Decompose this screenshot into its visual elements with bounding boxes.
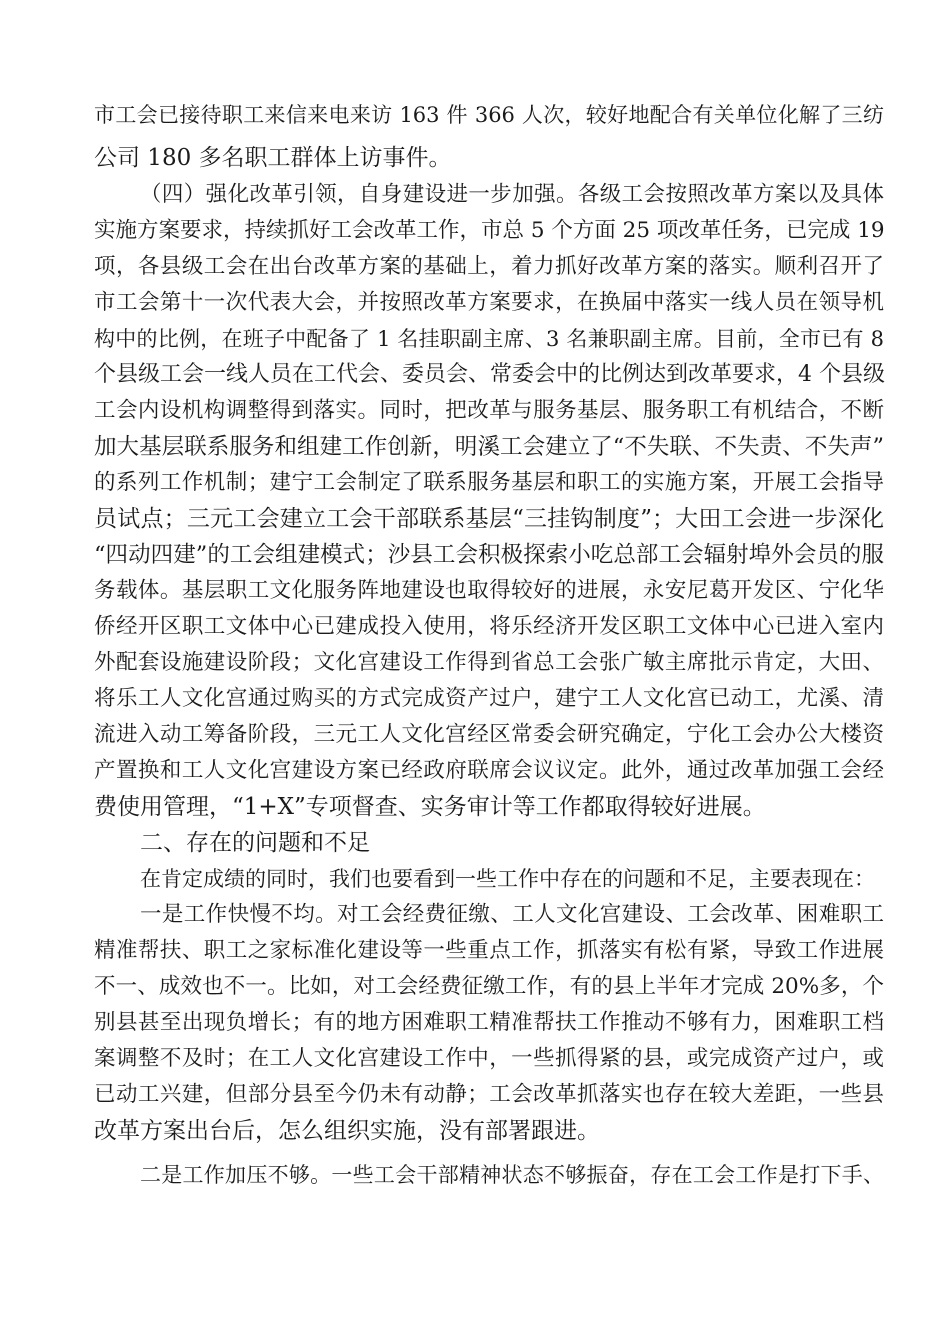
- text-line: “四动四建”的工会组建模式；沙县工会积极探索小吃总部工会辐射埠外会员的服: [94, 542, 884, 568]
- text-line: 二是工作加压不够。一些工会干部精神状态不够振奋，存在工会工作是打下手、: [140, 1163, 884, 1187]
- text-line: 已动工兴建，但部分县至今仍未有动静；工会改革抓落实也存在较大差距，一些县: [94, 1082, 884, 1107]
- text-line: 构中的比例，在班子中配备了 1 名挂职副主席、3 名兼职副主席。目前，全市已有 8: [94, 327, 884, 351]
- text-line: 改革方案出台后，怎么组织实施，没有部署跟进。: [94, 1118, 600, 1144]
- text-line: 的系列工作机制；建宁工会制定了联系服务基层和职工的实施方案，开展工会指导: [94, 470, 884, 495]
- text-line: 在肯定成绩的同时，我们也要看到一些工作中存在的问题和不足，主要表现在：: [140, 867, 875, 891]
- text-line: 产置换和工人文化宫建设方案已经政府联席会议议定。此外，通过改革加强工会经: [94, 758, 884, 783]
- text-line: 流进入动工筹备阶段，三元工人文化宫经区常委会研究确定，宁化工会办公大楼资: [94, 722, 884, 747]
- text-line: 项，各县级工会在出台改革方案的基础上，着力抓好改革方案的落实。顺利召开了: [94, 254, 884, 279]
- text-line: 员试点；三元工会建立工会干部联系基层“三挂钩制度”；大田工会进一步深化: [94, 506, 884, 532]
- text-line: （四）强化改革引领，自身建设进一步加强。各级工会按照改革方案以及具体: [140, 182, 884, 207]
- text-line: 费使用管理，“1+X”专项督查、实务审计等工作都取得较好进展。: [94, 794, 766, 820]
- text-line: 市工会第十一次代表大会，并按照改革方案要求，在换届中落实一线人员在领导机: [94, 290, 884, 315]
- text-line: 个县级工会一线人员在工代会、委员会、常委会中的比例达到改革要求，4 个县级: [94, 362, 885, 387]
- text-line: 外配套设施建设阶段；文化宫建设工作得到省总工会张广敏主席批示肯定，大田、: [94, 650, 884, 675]
- text-line: 别县甚至出现负增长；有的地方困难职工精准帮扶工作推动不够有力，困难职工档: [94, 1010, 884, 1035]
- text-line: 精准帮扶、职工之家标准化建设等一些重点工作，抓落实有松有紧，导致工作进展: [94, 938, 884, 963]
- text-line: 将乐工人文化宫通过购买的方式完成资产过户，建宁工人文化宫已动工，尤溪、清: [94, 686, 884, 711]
- text-line: 一是工作快慢不均。对工会经费征缴、工人文化宫建设、工会改革、困难职工: [140, 902, 884, 927]
- text-line: 工会内设机构调整得到落实。同时，把改革与服务基层、服务职工有机结合，不断: [94, 398, 884, 423]
- text-line: 侨经开区职工文体中心已建成投入使用，将乐经济开发区职工文体中心已进入室内: [94, 614, 884, 639]
- text-line: 公司 180 多名职工群体上访事件。: [94, 145, 452, 171]
- text-line: 不一、成效也不一。比如，对工会经费征缴工作，有的县上半年才完成 20%多，个: [94, 974, 884, 999]
- text-line: 加大基层联系服务和组建工作创新，明溪工会建立了“不失联、不失责、不失声”: [94, 434, 884, 460]
- text-line: 案调整不及时；在工人文化宫建设工作中，一些抓得紧的县，或完成资产过户，或: [94, 1046, 884, 1071]
- text-line: 实施方案要求，持续抓好工会改革工作，市总 5 个方面 25 项改革任务，已完成 19: [94, 218, 885, 243]
- text-line: 市工会已接待职工来信来电来访 163 件 366 人次，较好地配合有关单位化解了三纺: [94, 103, 884, 127]
- text-line: 务载体。基层职工文化服务阵地建设也取得较好的进展，永安尼葛开发区、宁化华: [94, 578, 884, 603]
- section-heading: 二、存在的问题和不足: [140, 830, 370, 856]
